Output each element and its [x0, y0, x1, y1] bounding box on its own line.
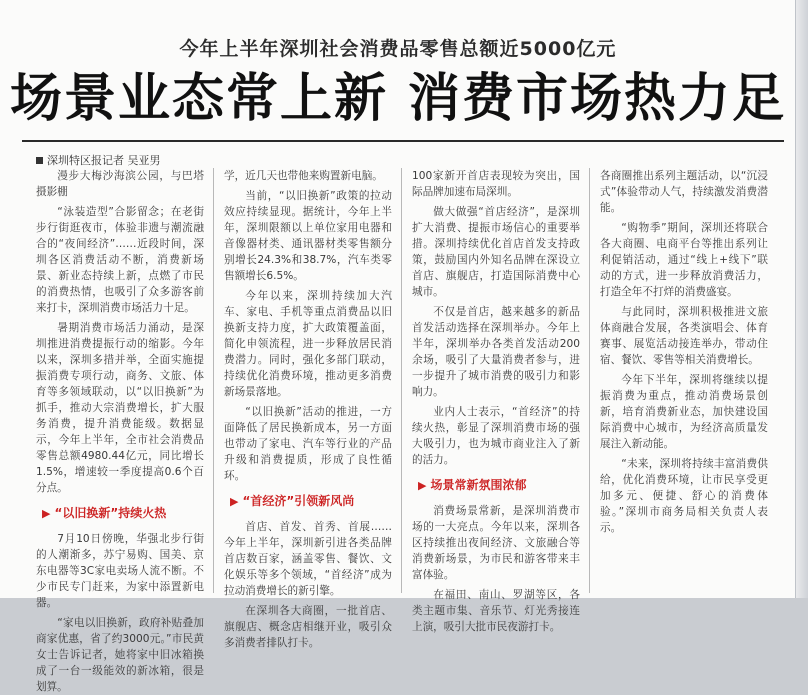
body-paragraph: 今年下半年，深圳将继续以提振消费为重点，推动消费场景创新，培育消费新业态，加快建设国际消费中心城市，为经济高质量发展注入新动能。 — [600, 374, 768, 450]
headline-rule — [22, 140, 784, 142]
body-paragraph: 今年以来，深圳持续加大汽车、家电、手机等重点消费品以旧换新支持力度，扩大政策覆盖面，简化申领流程，进一步释放居民消费潜力。同时，强化多部门联动，持续优化消费环境，推动更多消费新场景落地。 — [224, 290, 392, 398]
body-paragraph: 学，近几天也带他来购置新电脑。 — [224, 170, 383, 182]
body-paragraph: 漫步大梅沙海滨公园，与巴塔摄影棚 — [36, 170, 204, 198]
section-heading — [230, 492, 392, 511]
column-separator — [589, 168, 590, 593]
article-subheadline: 今年上半年深圳社会消费品零售总额近5000亿元 — [179, 38, 617, 60]
section-arrow-icon: ▶ — [42, 507, 51, 520]
section-heading-text: “首经济”引领新风尚 — [242, 494, 355, 508]
body-paragraph: 与此同时，深圳积极推进文旅体商融合发展，各类演唱会、体育赛事、展览活动接连举办，带动住宿、餐饮、零售等相关消费增长。 — [600, 306, 768, 366]
section-heading — [418, 476, 580, 495]
body-paragraph: 当前，“以旧换新”政策的拉动效应持续显现。据统计，今年上半年，深圳限额以上单位家用电器和音像器材类、通讯器材类零售额分别增长24.3%和38.7%，汽车类零售额增长6.5%。 — [224, 190, 392, 282]
section-heading-text: 场景常新氛围浓郁 — [430, 478, 527, 492]
body-paragraph: 7月10日傍晚，华强北步行街的人潮渐多，苏宁易购、国美、京东电器等3C家电卖场人流不断。不少市民专门赶来，为家中添置新电器。 — [36, 533, 204, 609]
body-paragraph: 做大做强“首店经济”，是深圳扩大消费、提振市场信心的重要举措。深圳持续优化首店首发支持政策，鼓励国内外知名品牌在深设立首店、旗舰店，打造国际消费中心城市。 — [412, 206, 580, 298]
body-paragraph: “泳装造型”合影留念；在老街步行街逛夜市，体验非遗与潮流融合的“夜间经济”……近段时间，深圳各区消费活动不断，消费新场景、新业态持续上新，点燃了市民的消费热情，也吸引了众多游客前来打卡，深圳消费市场活力十足。 — [36, 206, 204, 314]
body-paragraph: 首店、首发、首秀、首展……今年上半年，深圳新引进各类品牌首店数百家，涵盖零售、餐饮、文化娱乐等多个领域，“首经济”成为拉动消费增长的新引擎。 — [224, 521, 392, 597]
body-paragraph: 暑期消费市场活力涌动，是深圳推进消费提振行动的缩影。今年以来，深圳多措并举，全面实施提振消费专项行动，商务、文旅、体育等多领域联动，以“以旧换新”为抓手，推动大宗消费增长，扩大服务消费，提升消费能级。数据显示，今年上半年，全市社会消费品零售总额4980.44亿元，同比增长1.5%，增速较一季度提高0.6个百分点。 — [36, 322, 204, 494]
body-paragraph: “未来，深圳将持续丰富消费供给，优化消费环境，让市民享受更加多元、便捷、舒心的消费体验。”深圳市商务局相关负责人表示。 — [600, 458, 768, 534]
body-paragraph: 业内人士表示，“首经济”的持续火热，彰显了深圳消费市场的强大吸引力，也为城市商业注入了新的活力。 — [412, 406, 580, 466]
body-paragraph: 不仅是首店，越来越多的新品首发活动选择在深圳举办。今年上半年，深圳举办各类首发活动200余场，吸引了大量消费者参与，进一步提升了城市消费的吸引力和影响力。 — [412, 306, 580, 398]
body-paragraph: “购物季”期间，深圳还将联合各大商圈、电商平台等推出系列让利促销活动，通过“线上+线下”联动的方式，进一步释放消费活力，打造全年不打烊的消费盛宴。 — [600, 222, 768, 298]
body-paragraph: “以旧换新”活动的推进，一方面降低了居民换新成本，另一方面也带动了家电、汽车等行业的产品升级和消费提质，形成了良性循环。 — [224, 406, 392, 482]
body-paragraph: 消费场景常新，是深圳消费市场的一大亮点。今年以来，深圳各区持续推出夜间经济、文旅融合等消费新场景，为市民和游客带来丰富体验。 — [412, 505, 580, 581]
section-heading-text: “以旧换新”持续火热 — [54, 506, 167, 520]
column-separator — [401, 168, 402, 593]
body-paragraph: 各商圈推出系列主题活动，以“沉浸式”体验带动人气，持续激发消费潜能。 — [600, 170, 768, 214]
body-paragraph: “家电以旧换新，政府补贴叠加商家优惠，省了约3000元。”市民黄女士告诉记者，她将家中旧冰箱换成了一台一级能效的新冰箱，很是划算。 — [36, 617, 204, 693]
viewer-scrollbar[interactable] — [795, 0, 808, 598]
body-paragraph: 在深圳各大商圈，一批首店、旗舰店、概念店相继开业，吸引众多消费者排队打卡。 — [224, 605, 392, 649]
byline-square-icon — [36, 157, 43, 164]
section-heading — [42, 504, 204, 523]
section-arrow-icon: ▶ — [418, 479, 427, 492]
byline — [36, 152, 161, 168]
article-column-2 — [224, 168, 392, 649]
article-column-4 — [600, 168, 768, 593]
article-headline: 场景业态常上新 消费市场热力足 — [9, 68, 787, 129]
article-column-3 — [412, 168, 580, 633]
column-separator — [213, 168, 214, 593]
body-paragraph: 在福田、南山、罗湖等区，各类主题市集、音乐节、灯光秀接连上演，吸引大批市民夜游打卡。 — [412, 589, 580, 633]
byline-text: 深圳特区报记者 吴亚男 — [47, 154, 161, 167]
section-arrow-icon: ▶ — [230, 495, 239, 508]
article-column-1 — [36, 168, 204, 693]
body-paragraph: 100家新开首店表现较为突出，国际品牌加速布局深圳。 — [412, 170, 580, 198]
